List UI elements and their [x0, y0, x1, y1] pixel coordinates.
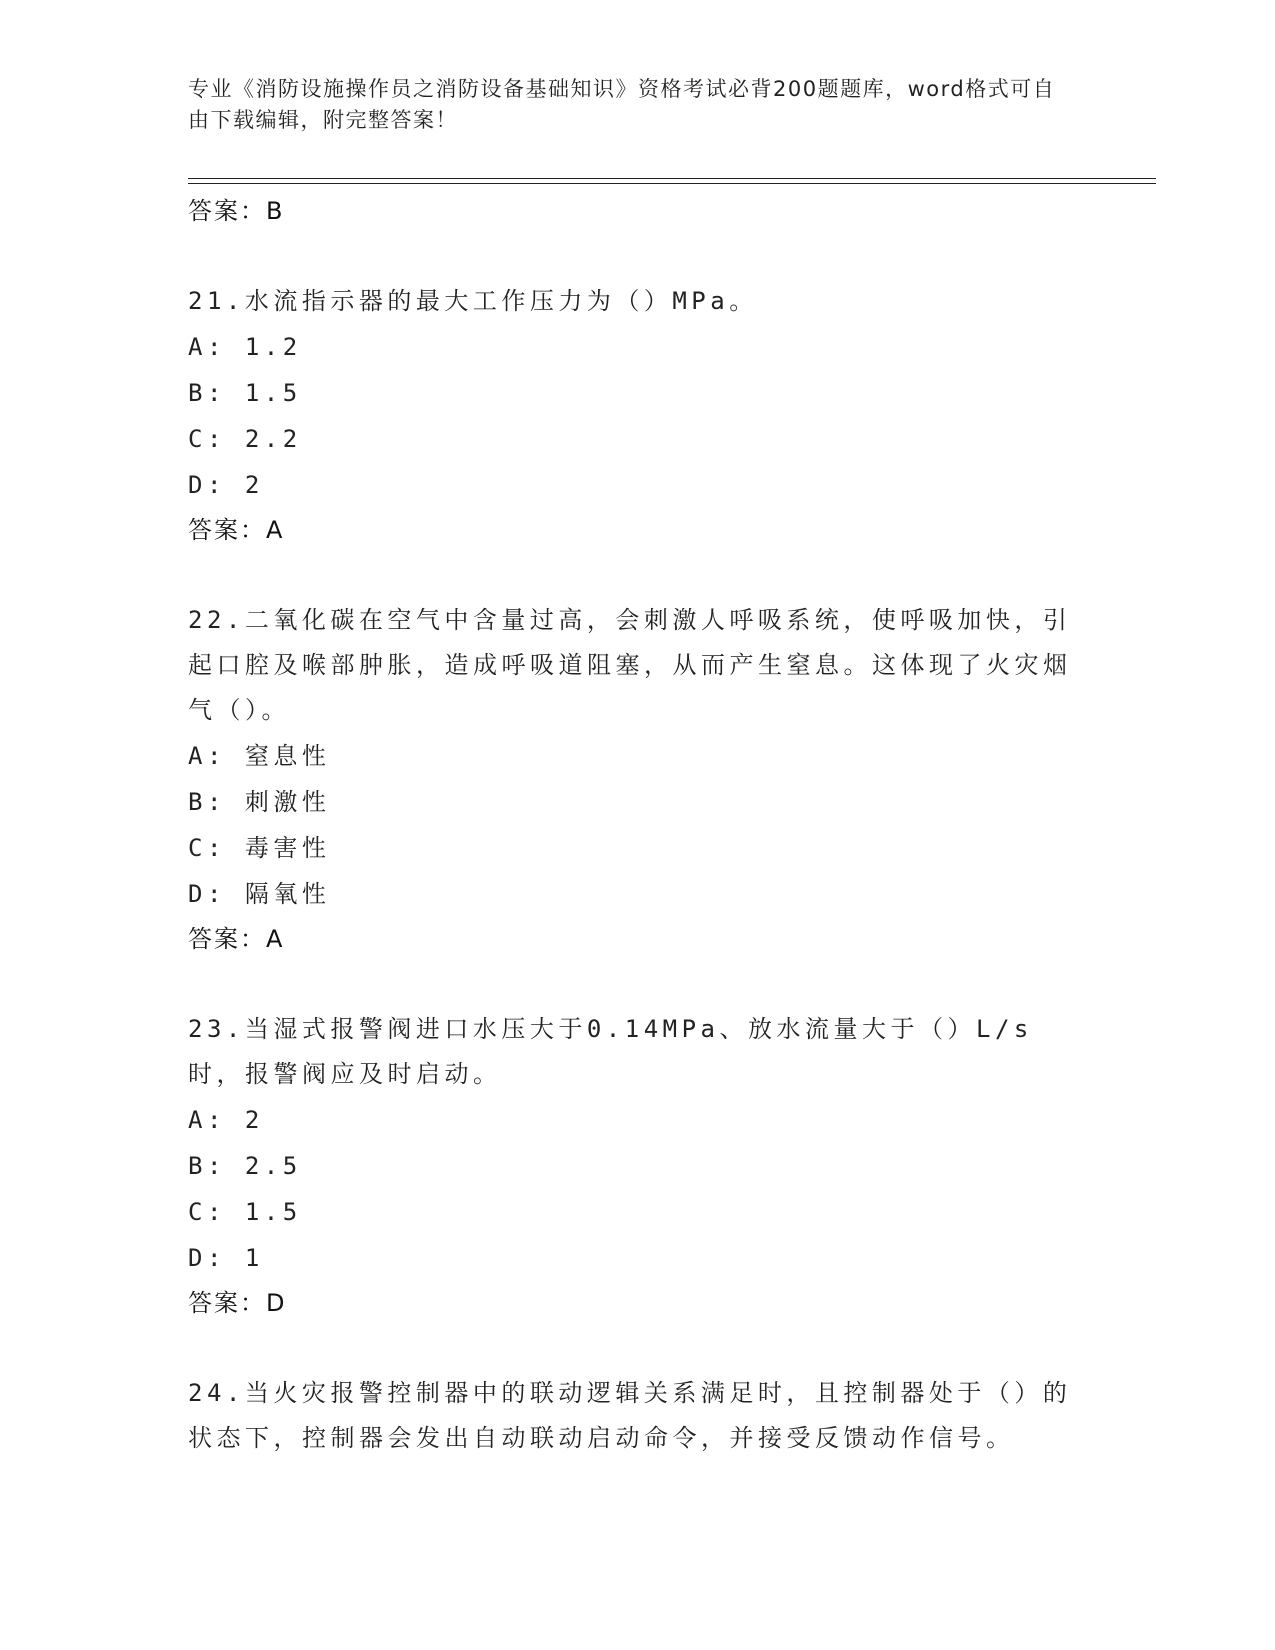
option-b: B: 1.5	[188, 379, 302, 407]
document-header: 专业《消防设施操作员之消防设备基础知识》资格考试必背200题题库，word格式可自由下载编辑，附完整答案！	[188, 77, 1056, 132]
option-a: A: 1.2	[188, 333, 302, 361]
option-b: B: 2.5	[188, 1152, 302, 1180]
question-text: 21.水流指示器的最大工作压力为（）MPa。	[188, 287, 758, 315]
header-rule-top	[188, 178, 1156, 179]
option-d: D: 1	[188, 1244, 264, 1272]
header-rule-bottom	[188, 183, 1156, 184]
option-c: C: 2.2	[188, 425, 302, 453]
option-a: A: 窒息性	[188, 742, 331, 770]
option-a: A: 2	[188, 1106, 264, 1134]
answer-line: 答案：A	[188, 925, 285, 953]
question-24	[188, 1371, 1088, 1461]
option-d: D: 2	[188, 471, 264, 499]
option-b: B: 刺激性	[188, 788, 331, 816]
question-22	[188, 598, 1088, 961]
question-text: 22.二氧化碳在空气中含量过高，会刺激人呼吸系统，使呼吸加快，引起口腔及喉部肿胀，造成呼吸道阻塞，从而产生窒息。这体现了火灾烟气（）。	[188, 606, 1072, 724]
question-23	[188, 1007, 1088, 1325]
option-d: D: 隔氧性	[188, 880, 331, 908]
answer-line: 答案：A	[188, 516, 285, 544]
option-c: C: 毒害性	[188, 834, 331, 862]
option-c: C: 1.5	[188, 1198, 302, 1226]
document-body	[188, 189, 1088, 1461]
question-text: 23.当湿式报警阀进口水压大于0.14MPa、放水流量大于（）L/s时，报警阀应及时启动。	[188, 1015, 1033, 1088]
question-21	[188, 279, 1088, 552]
answer-line: 答案：B	[188, 197, 285, 225]
answer-line: 答案：D	[188, 1289, 287, 1317]
question-text: 24.当火灾报警控制器中的联动逻辑关系满足时，且控制器处于（）的状态下，控制器会发出自动联动启动命令，并接受反馈动作信号。	[188, 1379, 1072, 1452]
